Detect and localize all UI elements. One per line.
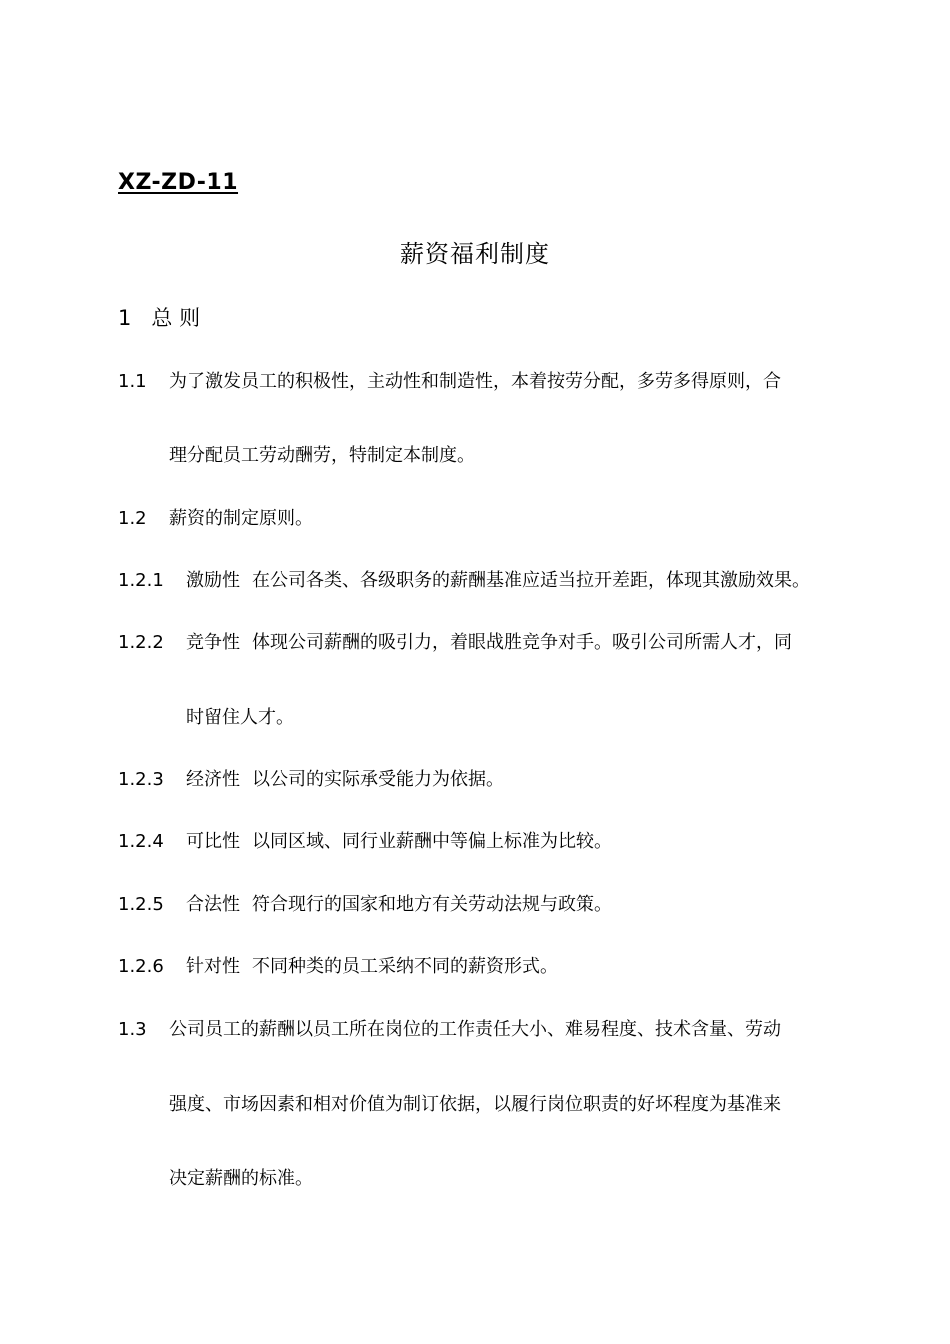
clause-1-2-6 xyxy=(118,955,558,979)
clause-term: 合法性 xyxy=(186,894,240,915)
clause-number: 1.1 xyxy=(118,371,147,392)
clause-1-2-3 xyxy=(118,768,504,792)
clause-1-3 xyxy=(118,1018,781,1042)
document-code: XZ-ZD-11 xyxy=(118,170,239,195)
clause-number: 1.2.2 xyxy=(118,632,164,653)
section-heading xyxy=(118,302,200,332)
clause-text: 不同种类的员工采纳不同的薪资形式。 xyxy=(252,956,558,977)
clause-number: 1.2.5 xyxy=(118,894,164,915)
clause-number: 1.2 xyxy=(118,508,147,529)
clause-1-3-continuation-2: 决定薪酬的标准。 xyxy=(169,1168,313,1189)
clause-number: 1.2.4 xyxy=(118,831,164,852)
clause-number: 1.2.3 xyxy=(118,769,164,790)
clause-text: 为了激发员工的积极性，主动性和制造性，本着按劳分配，多劳多得原则，合 xyxy=(169,371,781,392)
clause-1-3-continuation-1: 强度、市场因素和相对价值为制订依据，以履行岗位职责的好坏程度为基准来 xyxy=(169,1094,781,1115)
clause-1-2-4 xyxy=(118,830,612,854)
clause-text: 符合现行的国家和地方有关劳动法规与政策。 xyxy=(252,894,612,915)
clause-text: 在公司各类、各级职务的薪酬基准应适当拉开差距，体现其激励效果。 xyxy=(252,570,810,591)
clause-number: 1.2.1 xyxy=(118,570,164,591)
clause-term: 激励性 xyxy=(186,570,240,591)
clause-term: 经济性 xyxy=(186,769,240,790)
clause-number: 1.2.6 xyxy=(118,956,164,977)
clause-1-1-continuation: 理分配员工劳动酬劳，特制定本制度。 xyxy=(169,445,475,466)
clause-1-2-2 xyxy=(118,631,792,655)
clause-term: 可比性 xyxy=(186,831,240,852)
clause-1-1 xyxy=(118,370,781,394)
clause-text: 公司员工的薪酬以员工所在岗位的工作责任大小、难易程度、技术含量、劳动 xyxy=(169,1019,781,1040)
clause-term: 针对性 xyxy=(186,956,240,977)
clause-1-2 xyxy=(118,507,313,531)
clause-1-2-5 xyxy=(118,893,612,917)
clause-number: 1.3 xyxy=(118,1019,147,1040)
section-number: 1 xyxy=(118,306,132,330)
clause-text: 薪资的制定原则。 xyxy=(169,508,313,529)
document-title: 薪资福利制度 xyxy=(400,240,550,268)
clause-text: 体现公司薪酬的吸引力，着眼战胜竞争对手。吸引公司所需人才，同 xyxy=(252,632,792,653)
clause-term: 竞争性 xyxy=(186,632,240,653)
clause-1-2-1 xyxy=(118,569,810,593)
clause-text: 以同区域、同行业薪酬中等偏上标准为比较。 xyxy=(252,831,612,852)
section-title: 总 则 xyxy=(151,306,201,330)
clause-1-2-2-continuation: 时留住人才。 xyxy=(186,707,294,728)
clause-text: 以公司的实际承受能力为依据。 xyxy=(252,769,504,790)
